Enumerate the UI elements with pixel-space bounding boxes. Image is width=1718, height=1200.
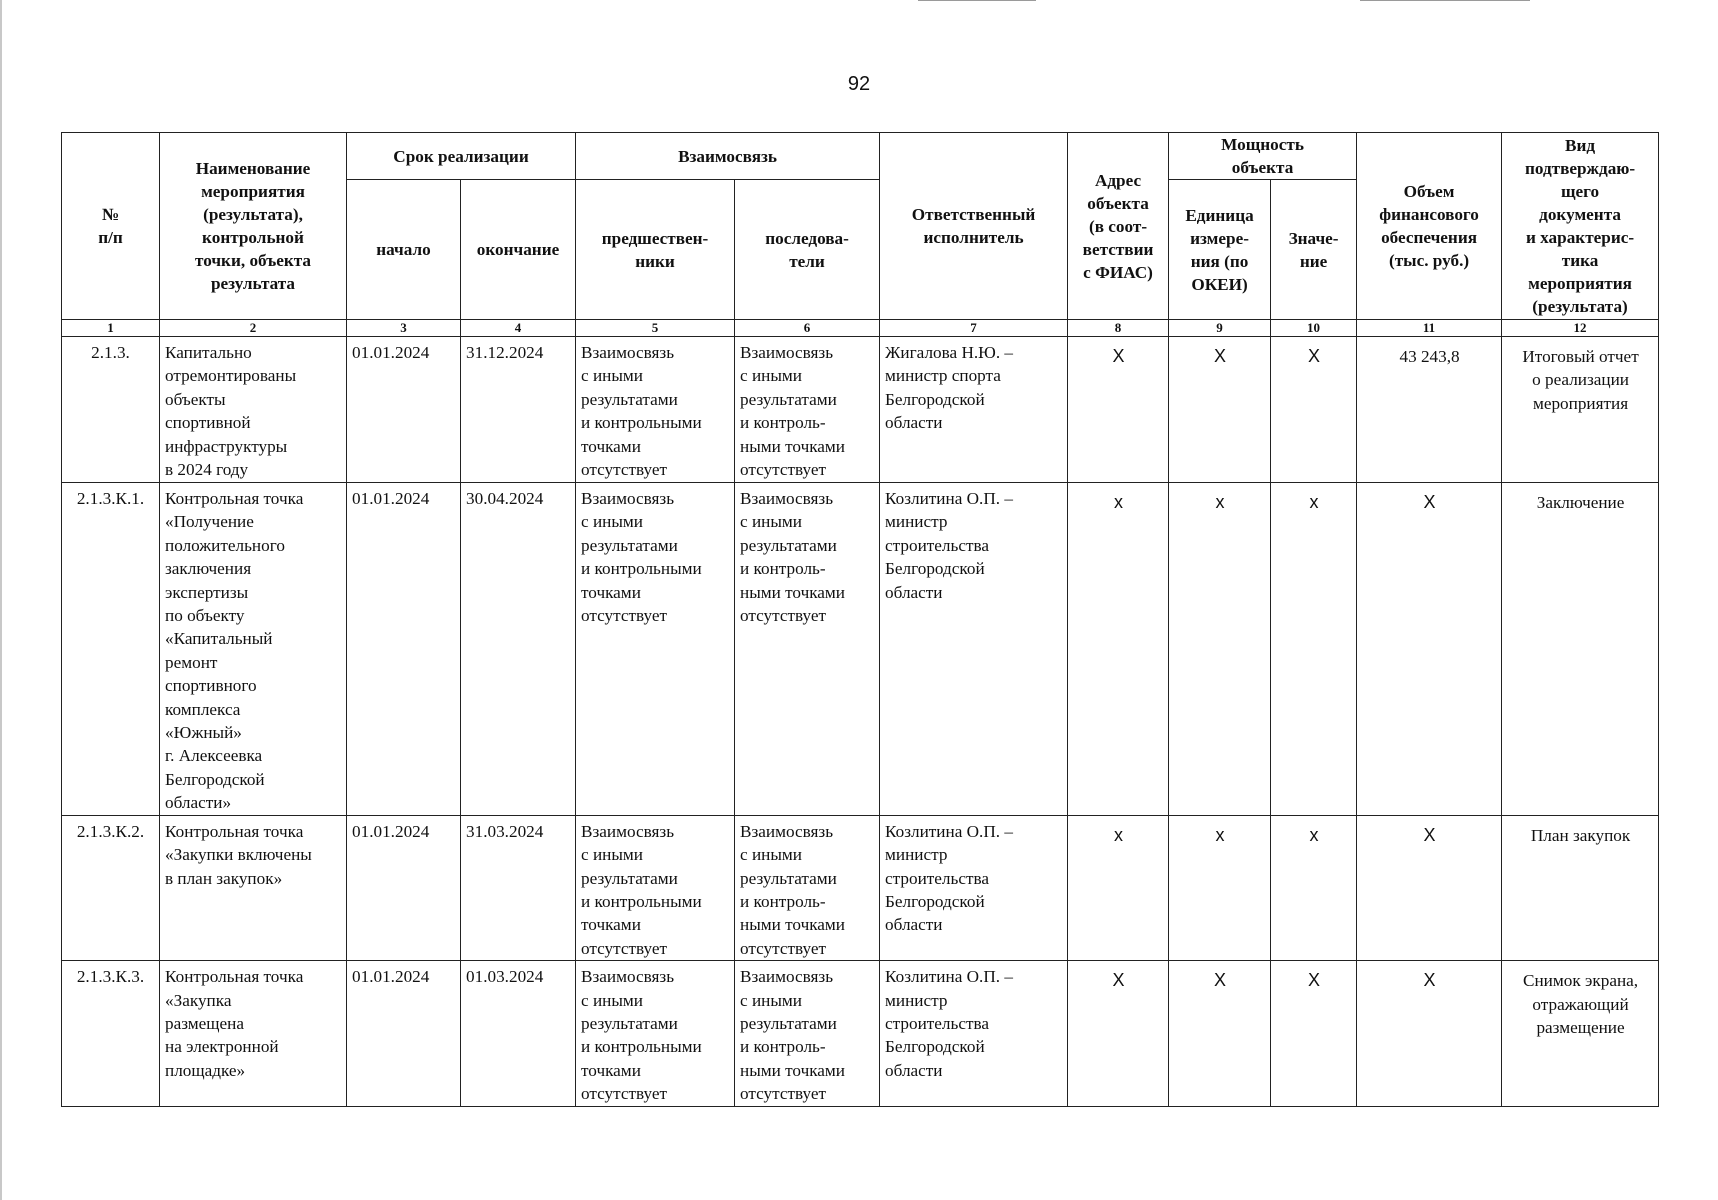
cell-address: X: [1068, 337, 1169, 483]
column-number: 12: [1502, 320, 1659, 337]
cell-end: 01.03.2024: [461, 961, 576, 1106]
top-rule-right: [1360, 0, 1530, 1]
cell-unit: x: [1169, 483, 1271, 816]
cell-responsible: Козлитина О.П. – министр строительства Белгородской области: [880, 815, 1068, 960]
cell-next: Взаимосвязь с иными результатами и контроль- ными точками отсутствует: [735, 337, 880, 483]
header-num: № п/п: [62, 133, 160, 320]
header-relation: Взаимосвязь: [576, 133, 880, 180]
cell-start: 01.01.2024: [347, 483, 461, 816]
header-capacity-unit: Единица измере- ния (по ОКЕИ): [1169, 180, 1271, 320]
table-header: [62, 133, 1659, 337]
cell-start: 01.01.2024: [347, 815, 461, 960]
cell-name: Контрольная точка «Получение положительного заключения экспертизы по объекту «Капитальный ремонт спортивного комплекса «Южный» г. Алексеевка Белгородской области»: [160, 483, 347, 816]
cell-finance: X: [1357, 483, 1502, 816]
table-body: [62, 337, 1659, 1107]
cell-value: X: [1271, 961, 1357, 1106]
header-capacity: Мощность объекта: [1169, 133, 1357, 180]
table-row: [62, 337, 1659, 483]
cell-doc: План закупок: [1502, 815, 1659, 960]
header-relation-next: последова- тели: [735, 180, 880, 320]
plan-table: [61, 132, 1659, 1107]
cell-value: x: [1271, 815, 1357, 960]
cell-num: 2.1.3.К.1.: [62, 483, 160, 816]
column-number: 9: [1169, 320, 1271, 337]
column-number: 5: [576, 320, 735, 337]
cell-finance: X: [1357, 961, 1502, 1106]
cell-doc: Заключение: [1502, 483, 1659, 816]
cell-start: 01.01.2024: [347, 337, 461, 483]
header-finance: Объем финансового обеспечения (тыс. руб.): [1357, 133, 1502, 320]
cell-name: Контрольная точка «Закупки включены в план закупок»: [160, 815, 347, 960]
cell-prev: Взаимосвязь с иными результатами и контрольными точками отсутствует: [576, 337, 735, 483]
cell-unit: X: [1169, 961, 1271, 1106]
cell-value: x: [1271, 483, 1357, 816]
header-responsible: Ответственный исполнитель: [880, 133, 1068, 320]
cell-num: 2.1.3.К.3.: [62, 961, 160, 1106]
cell-next: Взаимосвязь с иными результатами и контроль- ными точками отсутствует: [735, 483, 880, 816]
cell-name: Контрольная точка «Закупка размещена на электронной площадке»: [160, 961, 347, 1106]
column-number: 2: [160, 320, 347, 337]
top-rule-left: [918, 0, 1036, 1]
cell-address: x: [1068, 483, 1169, 816]
cell-start: 01.01.2024: [347, 961, 461, 1106]
header-address: Адрес объекта (в соот- ветствии с ФИАС): [1068, 133, 1169, 320]
cell-doc: Итоговый отчет о реализации мероприятия: [1502, 337, 1659, 483]
cell-address: X: [1068, 961, 1169, 1106]
table-row: [62, 815, 1659, 960]
cell-num: 2.1.3.: [62, 337, 160, 483]
column-number: 8: [1068, 320, 1169, 337]
cell-end: 31.12.2024: [461, 337, 576, 483]
header-doc-type: Вид подтверждаю- щего документа и характерис- тика мероприятия (результата): [1502, 133, 1659, 320]
column-number: 3: [347, 320, 461, 337]
cell-responsible: Козлитина О.П. – министр строительства Белгородской области: [880, 961, 1068, 1106]
column-number: 1: [62, 320, 160, 337]
cell-num: 2.1.3.К.2.: [62, 815, 160, 960]
cell-next: Взаимосвязь с иными результатами и контроль- ными точками отсутствует: [735, 815, 880, 960]
cell-finance: X: [1357, 815, 1502, 960]
cell-responsible: Жигалова Н.Ю. – министр спорта Белгородской области: [880, 337, 1068, 483]
column-number: 6: [735, 320, 880, 337]
page-left-edge: [0, 0, 2, 1200]
cell-responsible: Козлитина О.П. – министр строительства Белгородской области: [880, 483, 1068, 816]
header-name: Наименование мероприятия (результата), контрольной точки, объекта результата: [160, 133, 347, 320]
cell-finance: 43 243,8: [1357, 337, 1502, 483]
column-number: 4: [461, 320, 576, 337]
cell-name: Капитально отремонтированы объекты спортивной инфраструктуры в 2024 году: [160, 337, 347, 483]
cell-prev: Взаимосвязь с иными результатами и контрольными точками отсутствует: [576, 483, 735, 816]
column-number-row: [62, 320, 1659, 337]
cell-end: 30.04.2024: [461, 483, 576, 816]
cell-address: x: [1068, 815, 1169, 960]
header-capacity-value: Значе- ние: [1271, 180, 1357, 320]
cell-prev: Взаимосвязь с иными результатами и контрольными точками отсутствует: [576, 961, 735, 1106]
cell-end: 31.03.2024: [461, 815, 576, 960]
table-row: [62, 483, 1659, 816]
cell-prev: Взаимосвязь с иными результатами и контрольными точками отсутствует: [576, 815, 735, 960]
header-relation-prev: предшествен- ники: [576, 180, 735, 320]
cell-unit: X: [1169, 337, 1271, 483]
column-number: 10: [1271, 320, 1357, 337]
cell-value: X: [1271, 337, 1357, 483]
header-period-end: окончание: [461, 180, 576, 320]
column-number: 11: [1357, 320, 1502, 337]
cell-unit: x: [1169, 815, 1271, 960]
page-number: 92: [847, 73, 871, 95]
table-row: [62, 961, 1659, 1106]
cell-doc: Снимок экрана, отражающий размещение: [1502, 961, 1659, 1106]
cell-next: Взаимосвязь с иными результатами и контроль- ными точками отсутствует: [735, 961, 880, 1106]
header-period: Срок реализации: [347, 133, 576, 180]
column-number: 7: [880, 320, 1068, 337]
header-period-start: начало: [347, 180, 461, 320]
